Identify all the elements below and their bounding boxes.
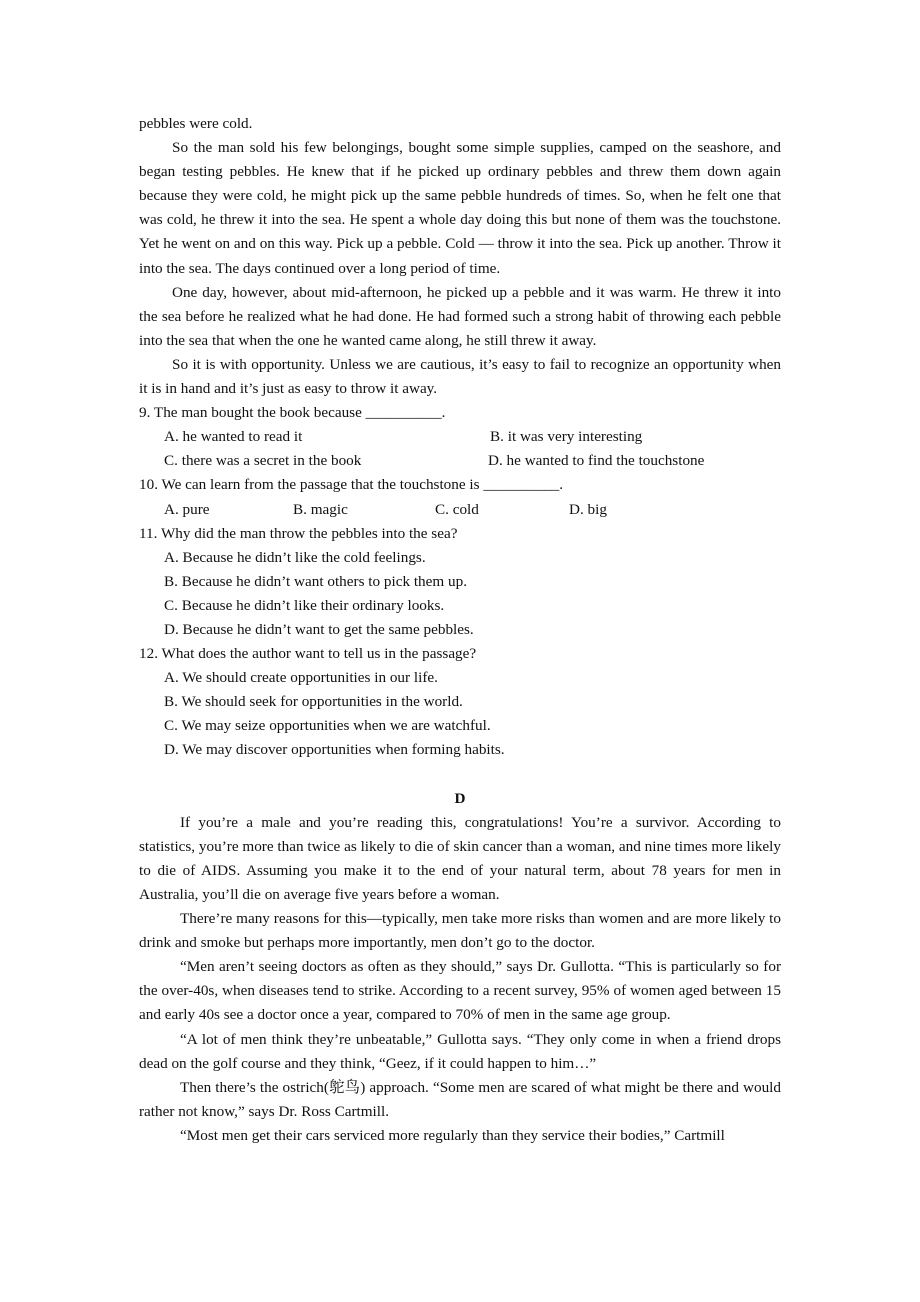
document-page: [139, 112, 781, 1148]
passage-d-paragraph-3: “Men aren’t seeing doctors as often as they should,” says Dr. Gullotta. “This is particularly so for the over-40s, when diseases tend to strike. According to a recent survey, 95% of women aged between 15 and early 40s see a doctor once a year, compared to 70% of men in the same age group.: [139, 958, 781, 1024]
passage-c-paragraph-2: So the man sold his few belongings, bought some simple supplies, camped on the seashore, and began testing pebbles. He knew that if he picked up ordinary pebbles and threw them down again because they were cold, he might pick up the same pebble hundreds of times. So, when he felt one that was cold, he threw it into the sea. He spent a whole day doing this but none of them was the touchstone. Yet he went on and on this way. Pick up a pebble. Cold — throw it into the sea. Pick up another. Throw it into the sea. The days continued over a long period of time.: [139, 139, 781, 277]
question-12-option-a: A. We should create opportunities in our life.: [164, 669, 438, 687]
question-10-stem: 10. We can learn from the passage that the touchstone is __________.: [139, 476, 564, 494]
question-11-option-b: B. Because he didn’t want others to pick them up.: [164, 572, 467, 590]
question-12-option-d: D. We may discover opportunities when forming habits.: [164, 741, 505, 759]
passage-d-paragraph-1: If you’re a male and you’re reading this, congratulations! You’re a survivor. According to statistics, you’re more than twice as likely to die of skin cancer than a woman, and nine times more likely to die of AIDS. Assuming you make it to the end of your natural term, about 78 years for men in Australia, you’ll die on average five years before a woman.: [139, 813, 781, 903]
question-12-stem: 12. What does the author want to tell us in the passage?: [139, 645, 477, 663]
question-10-options-row: [139, 498, 781, 522]
question-12-option-c: C. We may seize opportunities when we are watchful.: [164, 717, 491, 735]
question-12-option-b: B. We should seek for opportunities in the world.: [164, 693, 463, 711]
question-9-option-b: B. it was very interesting: [490, 428, 643, 446]
passage-d-paragraph-2: There’re many reasons for this—typically, men take more risks than women and are more likely to drink and smoke but perhaps more importantly, men don’t go to the doctor.: [139, 910, 781, 952]
question-10-option-a: A. pure: [164, 500, 210, 518]
passage-c-paragraph-1: pebbles were cold.: [139, 115, 253, 132]
question-11-stem: 11. Why did the man throw the pebbles into the sea?: [139, 524, 458, 542]
passage-c-paragraph-4: So it is with opportunity. Unless we are cautious, it’s easy to fail to recognize an opportunity when it is in hand and it’s just as easy to throw it away.: [139, 355, 781, 398]
question-9-options-row-1: [139, 425, 781, 449]
section-gap: [139, 763, 781, 787]
question-9-option-d: D. he wanted to find the touchstone: [488, 452, 705, 470]
question-9-stem: 9. The man bought the book because __________.: [139, 404, 446, 422]
question-11-option-a: A. Because he didn’t like the cold feelings.: [164, 548, 426, 566]
question-11-option-c: C. Because he didn’t like their ordinary looks.: [164, 596, 445, 614]
question-10-option-c: C. cold: [435, 500, 479, 518]
passage-d-paragraph-4: “A lot of men think they’re unbeatable,” Gullotta says. “They only come in when a friend drops dead on the golf course and they think, “Geez, if it could happen to him…”: [139, 1030, 781, 1072]
passage-d-heading: D: [454, 789, 466, 807]
passage-d-paragraph-6: “Most men get their cars serviced more regularly than they service their bodies,” Cartmill: [180, 1126, 725, 1144]
passage-d-paragraph-5: Then there’s the ostrich(鸵鸟) approach. “Some men are scared of what might be there and would rather not know,” says Dr. Ross Cartmill.: [139, 1078, 781, 1120]
question-10-option-d: D. big: [569, 500, 607, 518]
question-9-option-a: A. he wanted to read it: [164, 428, 303, 446]
question-10-option-b: B. magic: [293, 500, 348, 518]
question-9-options-row-2: [139, 449, 781, 473]
question-11-option-d: D. Because he didn’t want to get the same pebbles.: [164, 620, 474, 638]
question-9-option-c: C. there was a secret in the book: [164, 452, 362, 470]
passage-c-paragraph-3: One day, however, about mid-afternoon, he picked up a pebble and it was warm. He threw it into the sea before he realized what he had done. He had formed such a strong habit of throwing each pebble into the sea that when the one he wanted came along, he still threw it away.: [139, 283, 781, 349]
